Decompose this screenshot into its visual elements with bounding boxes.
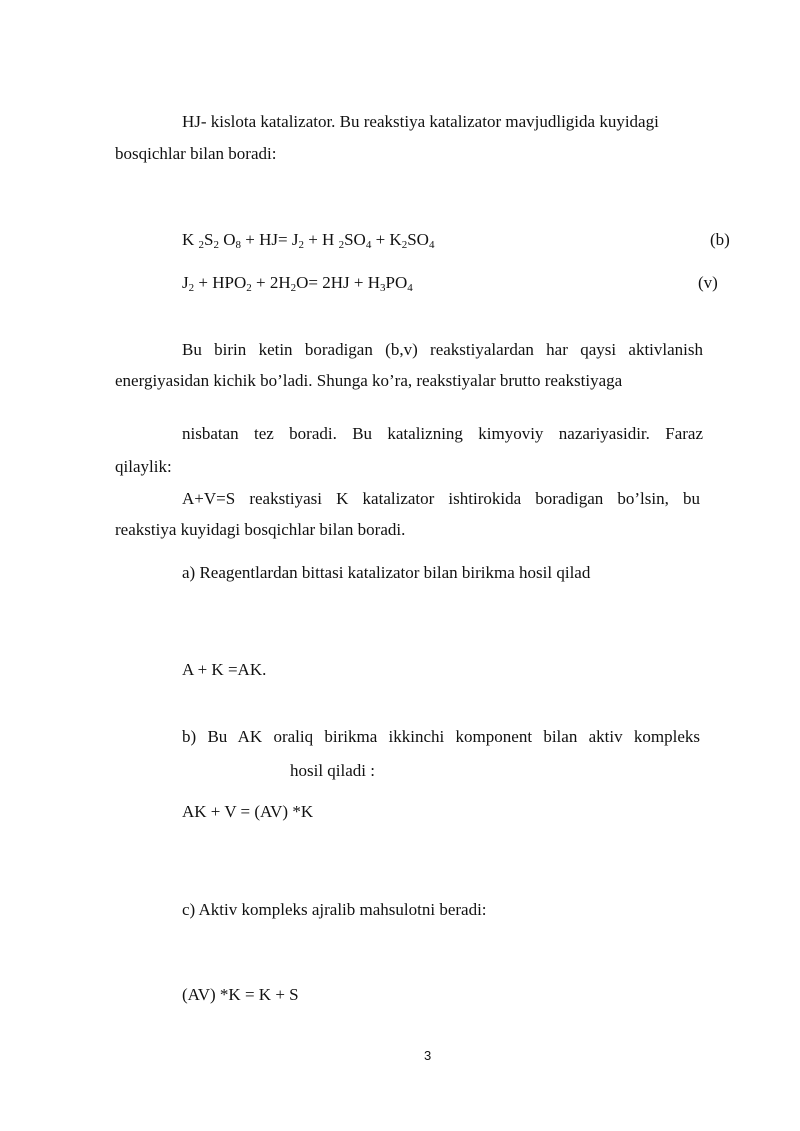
para4-line2: reakstiya kuyidagi bosqichlar bilan boradi. — [115, 520, 406, 539]
para4-line1: A+V=S reakstiyasi K katalizator ishtirokida boradigan bo’lsin, bu — [182, 489, 700, 508]
equation-v-label: (v) — [698, 273, 718, 292]
equation-b-label: (b) — [710, 230, 730, 249]
equation-b: K $_2S_2$ $O_8 + HJ= J_2 + H$ $_2SO_4 + K_2SO_4$ — [182, 230, 435, 251]
step-a: a) Reagentlardan bittasi katalizator bilan birikma hosil qilad — [182, 563, 591, 582]
para1-line1: HJ- kislota katalizator. Bu reakstiya katalizator mavjudligida kuyidagi — [182, 112, 659, 131]
equation-b2: AK + V = (AV) *K — [182, 802, 314, 821]
equation-a: A + K =AK. — [182, 660, 267, 679]
para3-line2: qilaylik: — [115, 457, 172, 476]
para3-line1: nisbatan tez boradi. Bu katalizning kimyoviy nazariyasidir. Faraz — [182, 424, 703, 443]
step-b-line2: hosil qiladi : — [290, 761, 375, 780]
step-b-line1: b) Bu AK oraliq birikma ikkinchi komponent bilan aktiv kompleks — [182, 727, 700, 746]
step-c: c) Aktiv kompleks ajralib mahsulotni beradi: — [182, 900, 487, 919]
equation-c: (AV) *K = K + S — [182, 985, 299, 1004]
page-number: 3 — [424, 1048, 432, 1063]
para1-line2: bosqichlar bilan boradi: — [115, 144, 277, 163]
para2-line1: Bu birin ketin boradigan (b,v) reakstiyalardan har qaysi aktivlanish — [182, 340, 703, 359]
para2-line2: energiyasidan kichik bo’ladi. Shunga ko’ra, reakstiyalar brutto reakstiyaga — [115, 371, 623, 390]
equation-v: $J_2 + HPO_2 + 2H_2O= 2HJ + H_3PO_4$ — [182, 273, 413, 294]
